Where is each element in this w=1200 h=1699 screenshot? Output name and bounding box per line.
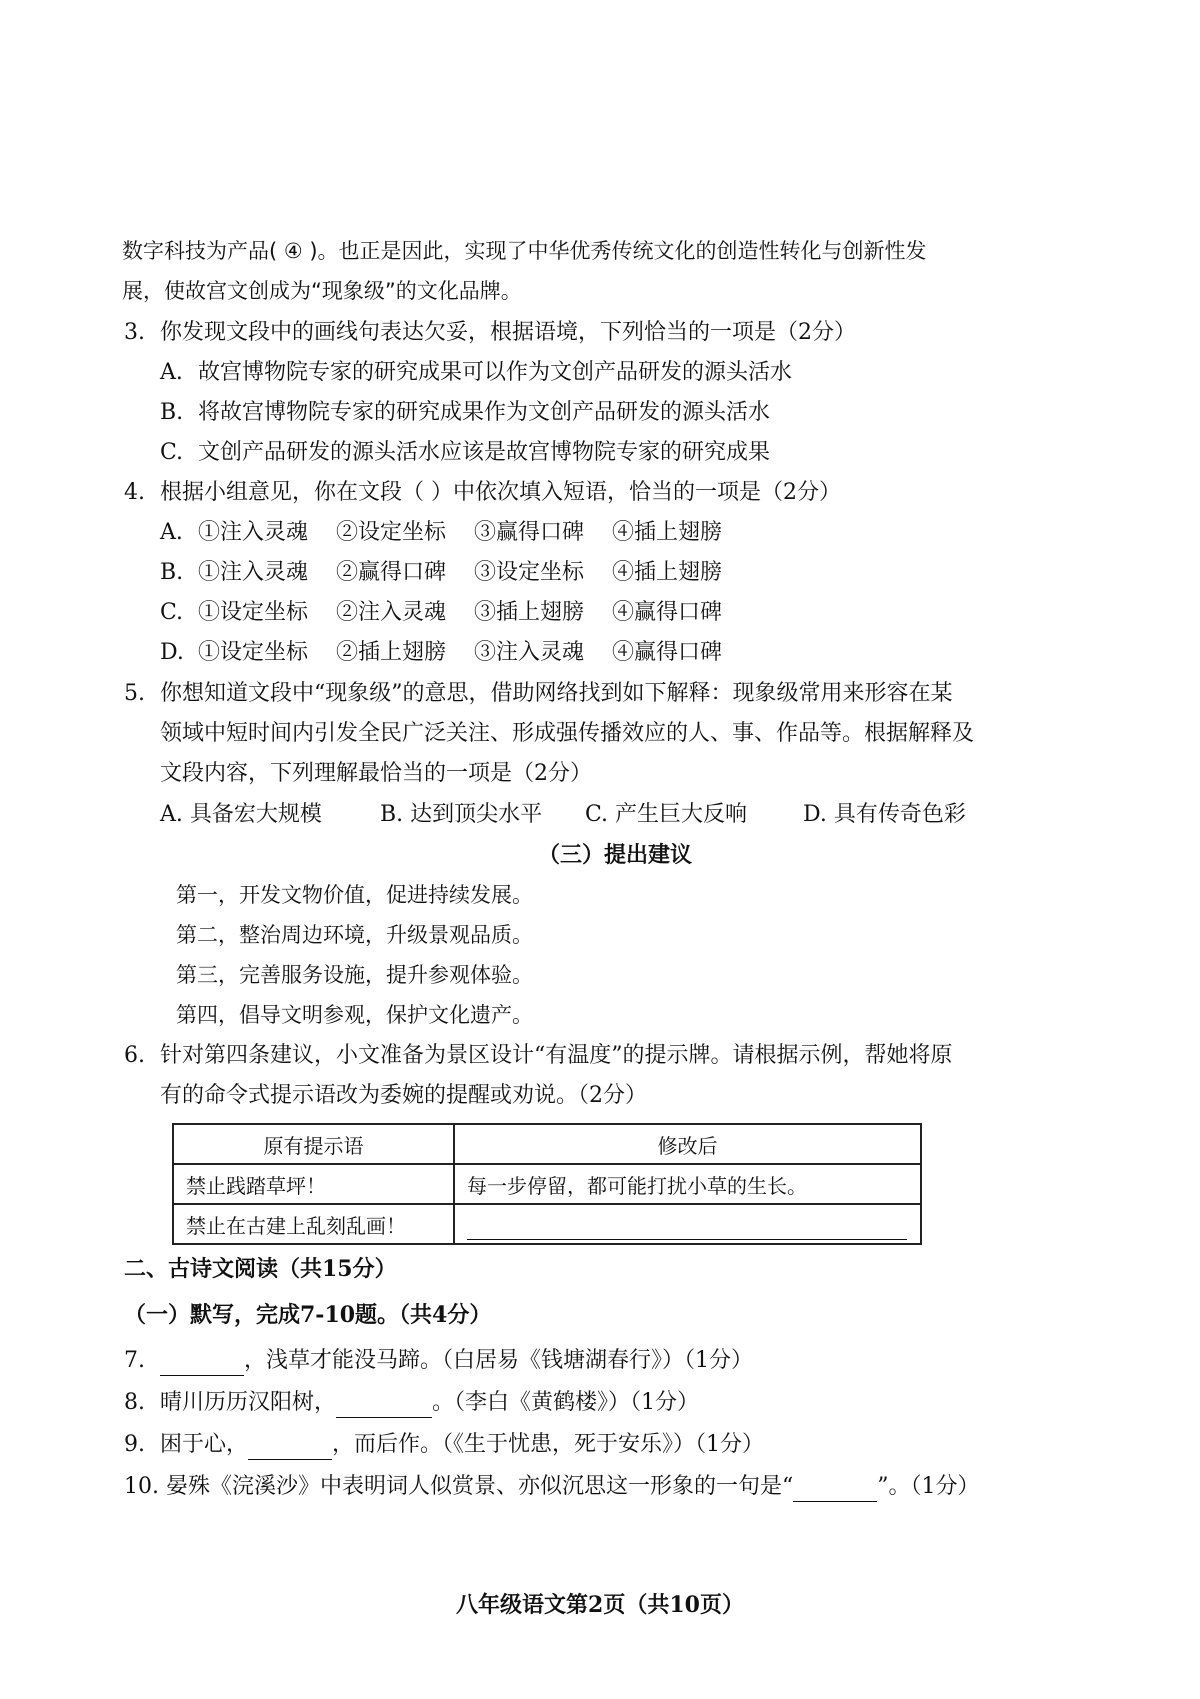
option-item: ②赢得口碑 [336, 560, 447, 585]
q5-options [160, 800, 966, 830]
option-item: ③插上翅膀 [474, 600, 585, 625]
question-number: 10. [124, 1474, 159, 1499]
option-item: ③设定坐标 [474, 560, 585, 585]
q4-option-d [160, 638, 750, 668]
question-text: 晴川历历汉阳树， [160, 1390, 337, 1415]
option-letter: C. [160, 600, 184, 625]
suggestion-3: 第三，完善服务设施，提升参观体验。 [176, 963, 533, 987]
question-4 [124, 478, 841, 508]
option-text: 产生巨大反响 [615, 802, 748, 827]
question-number: 3. [124, 320, 145, 345]
option-letter: B. [380, 802, 404, 827]
option-item: ①设定坐标 [198, 600, 309, 625]
table-header-original: 原有提示语 [173, 1124, 454, 1164]
question-5-line-2: 领域中短时间内引发全民广泛关注、形成强传播效应的人、事、作品等。根据解释及 [160, 721, 975, 746]
table-header-row [173, 1124, 921, 1164]
answer-blank[interactable] [467, 1215, 907, 1240]
part-2-title: 二、古诗文阅读（共15分） [124, 1256, 397, 1282]
question-number: 5. [124, 681, 145, 706]
question-8 [124, 1388, 699, 1418]
page-footer: 八年级语文第2页（共10页） [456, 1592, 744, 1618]
option-item: ②插上翅膀 [336, 640, 447, 665]
option-text: 将故宫博物院专家的研究成果作为文创产品研发的源头活水 [198, 400, 771, 425]
question-text: ，浅草才能没马蹄。（白居易《钱塘湖春行》）（1分） [244, 1348, 753, 1373]
question-text: ，而后作。（《生于忧患，死于安乐》）（1分） [332, 1432, 765, 1457]
option-item: ③注入灵魂 [474, 640, 585, 665]
q4-option-c [160, 598, 750, 628]
option-item: ①注入灵魂 [198, 560, 309, 585]
q5-option-c [585, 800, 803, 830]
q4-option-a [160, 518, 750, 548]
q5-option-b [380, 800, 585, 830]
tips-table [172, 1123, 922, 1245]
question-number: 9. [124, 1432, 145, 1457]
table-row [173, 1204, 921, 1244]
original-tip: 禁止在古建上乱刻乱画！ [173, 1204, 454, 1244]
question-text: 困于心， [160, 1432, 249, 1457]
answer-blank[interactable] [248, 1435, 332, 1460]
question-5-line-3: 文段内容，下列理解最恰当的一项是（2分） [160, 761, 592, 786]
suggestion-4: 第四，倡导文明参观，保护文化遗产。 [176, 1003, 533, 1027]
answer-blank[interactable] [336, 1393, 432, 1418]
question-9 [124, 1430, 764, 1460]
suggestion-1: 第一，开发文物价值，促进持续发展。 [176, 883, 533, 907]
table-row [173, 1164, 921, 1204]
q3-option-c [160, 438, 770, 468]
part-2-subtitle: （一）默写，完成7-10题。（共4分） [124, 1302, 492, 1328]
question-text: 晏殊《浣溪沙》中表明词人似赏景、亦似沉思这一形象的一句是“ [166, 1474, 794, 1499]
intro-line-1: 数字科技为产品( ④ )。也正是因此，实现了中华优秀传统文化的创造性转化与创新性发 [122, 239, 927, 263]
option-item: ④插上翅膀 [612, 560, 723, 585]
option-item: ④插上翅膀 [612, 520, 723, 545]
question-number: 4. [124, 480, 145, 505]
option-text: 文创产品研发的源头活水应该是故宫博物院专家的研究成果 [198, 440, 771, 465]
q5-option-d [803, 800, 966, 830]
option-item: ④赢得口碑 [612, 600, 723, 625]
suggestion-2: 第二，整治周边环境，升级景观品质。 [176, 923, 533, 947]
option-item: ③赢得口碑 [474, 520, 585, 545]
table-header-revised: 修改后 [454, 1124, 921, 1164]
intro-line-2: 展，使故宫文创成为“现象级”的文化品牌。 [122, 279, 522, 303]
option-text: 故宫博物院专家的研究成果可以作为文创产品研发的源头活水 [198, 360, 793, 385]
option-item: ①设定坐标 [198, 640, 309, 665]
q3-option-a [160, 358, 792, 388]
option-text: 具备宏大规模 [189, 802, 322, 827]
option-item: ②设定坐标 [336, 520, 447, 545]
question-text: 你想知道文段中“现象级”的意思，借助网络找到如下解释：现象级常用来形容在某 [160, 681, 953, 706]
original-tip: 禁止践踏草坪！ [173, 1164, 454, 1204]
option-item: ①注入灵魂 [198, 520, 309, 545]
question-6-line-2: 有的命令式提示语改为委婉的提醒或劝说。（2分） [160, 1083, 647, 1108]
q4-option-b [160, 558, 750, 588]
question-3 [124, 318, 856, 348]
question-text: 。（李白《黄鹤楼》）（1分） [432, 1390, 700, 1415]
question-text: ”。（1分） [877, 1474, 980, 1499]
section-3-title: （三）提出建议 [537, 842, 692, 868]
option-letter: D. [803, 802, 827, 827]
answer-blank[interactable] [160, 1351, 244, 1376]
option-item: ④赢得口碑 [612, 640, 723, 665]
q3-option-b [160, 398, 770, 428]
question-text: 针对第四条建议，小文准备为景区设计“有温度”的提示牌。请根据示例，帮她将原 [160, 1043, 953, 1068]
question-number: 6. [124, 1043, 145, 1068]
option-text: 具有传奇色彩 [833, 802, 966, 827]
revised-tip: 每一步停留，都可能打扰小草的生长。 [454, 1164, 921, 1204]
option-letter: A. [160, 360, 183, 385]
question-number: 7. [124, 1348, 145, 1373]
question-10 [124, 1472, 980, 1502]
option-letter: D. [160, 640, 184, 665]
answer-blank-cell[interactable] [454, 1204, 921, 1244]
option-letter: C. [160, 440, 184, 465]
option-item: ②注入灵魂 [336, 600, 447, 625]
question-text: 根据小组意见，你在文段（ ）中依次填入短语，恰当的一项是（2分） [160, 480, 841, 505]
option-letter: B. [160, 400, 184, 425]
option-letter: B. [160, 560, 184, 585]
q5-option-a [160, 800, 380, 830]
option-letter: C. [585, 802, 609, 827]
question-5 [124, 679, 953, 709]
option-letter: A. [160, 802, 183, 827]
option-letter: A. [160, 520, 183, 545]
question-7 [124, 1346, 753, 1376]
question-number: 8. [124, 1390, 145, 1415]
question-text: 你发现文段中的画线句表达欠妥，根据语境，下列恰当的一项是（2分） [160, 320, 856, 345]
question-6 [124, 1041, 953, 1071]
option-text: 达到顶尖水平 [410, 802, 543, 827]
answer-blank[interactable] [793, 1477, 877, 1502]
